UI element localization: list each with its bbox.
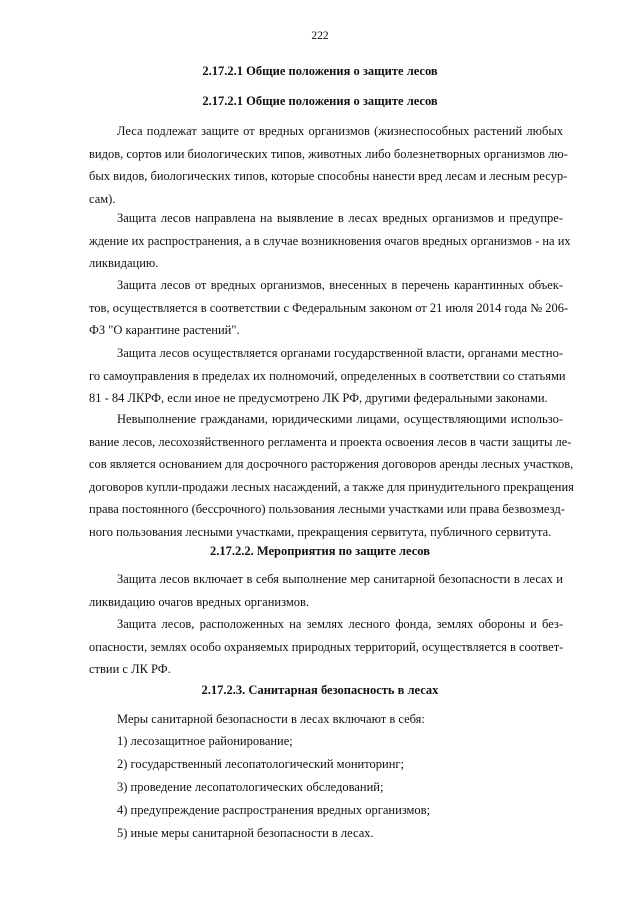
text-line: ждение их распространения, а в случае возникновения очагов вредных организмов - на их	[89, 233, 571, 248]
text-line: го самоуправления в пределах их полномочий, определенных в соответствии со статьями	[89, 368, 566, 383]
text-line: Леса подлежат защите от вредных организмов (жизнеспособных растений любых	[117, 124, 563, 138]
section-heading-3: 2.17.2.2. Мероприятия по защите лесов	[210, 544, 430, 558]
section-heading-4: 2.17.2.3. Санитарная безопасность в лесах	[201, 683, 439, 697]
text-line: бых видов, биологических типов, которые способны нанести вред лесам и лесным ресур-	[89, 169, 568, 183]
text-line: опасности, землях особо охраняемых природных территорий, осуществляется в соответ-	[89, 639, 564, 654]
text-line: договоров купли-продажи лесных насаждений, а также для принудительного прекращения	[89, 479, 574, 494]
paragraph-sanitary-measures	[89, 708, 563, 731]
text-line: Меры санитарной безопасности в лесах включают в себя:	[117, 712, 425, 726]
text-line: права постоянного (бессрочного) пользования лесными участками или права безвозмезд-	[89, 502, 565, 516]
text-line: Невыполнение гражданами, юридическими лицами, осуществляющими использо-	[117, 412, 563, 426]
text-line: видов, сортов или биологических типов, животных либо болезнетворных организмов лю-	[89, 146, 568, 161]
paragraph-protection-goal	[89, 207, 571, 275]
paragraph-lands	[89, 613, 563, 681]
list-item: 2) государственный лесопатологический мониторинг;	[117, 757, 404, 771]
text-line: сам).	[89, 191, 116, 206]
list-item: 5) иные меры санитарной безопасности в лесах.	[117, 826, 374, 840]
paragraph-authorities	[89, 342, 566, 410]
paragraph-protection-includes	[89, 568, 563, 613]
list-item: 1) лесозащитное районирование;	[117, 734, 293, 748]
text-line: ного пользования лесными участками, прекращения сервитута, публичного сервитута.	[89, 524, 552, 539]
text-line: Защита лесов осуществляется органами государственной власти, органами местно-	[117, 346, 563, 360]
text-line: Защита лесов включает в себя выполнение мер санитарной безопасности в лесах и	[117, 572, 563, 586]
paragraph-non-compliance	[89, 408, 574, 543]
section-heading-1: 2.17.2.1 Общие положения о защите лесов	[202, 64, 438, 78]
paragraph-forest-protection-scope	[89, 120, 568, 210]
list-item: 4) предупреждение распространения вредных организмов;	[117, 803, 431, 817]
page-number: 222	[311, 30, 329, 42]
text-line: вание лесов, лесохозяйственного регламента и проекта освоения лесов в части защиты ле-	[89, 434, 572, 449]
text-line: Защита лесов направлена на выявление в лесах вредных организмов и предупре-	[117, 211, 563, 225]
paragraph-quarantine	[89, 274, 569, 342]
text-line: ликвидацию.	[89, 256, 159, 270]
text-line: Защита лесов, расположенных на землях лесного фонда, землях обороны и без-	[117, 617, 563, 631]
text-line: ФЗ "О карантине растений".	[89, 323, 240, 337]
text-line: 81 - 84 ЛКРФ, если иное не предусмотрено ЛК РФ, другими федеральными законами.	[89, 391, 548, 405]
section-heading-2: 2.17.2.1 Общие положения о защите лесов	[202, 94, 438, 108]
text-line: тов, осуществляется в соответствии с Федеральным законом от 21 июля 2014 года № 206-	[89, 300, 569, 315]
text-line: ликвидацию очагов вредных организмов.	[89, 594, 310, 609]
text-line: Защита лесов от вредных организмов, внесенных в перечень карантинных объек-	[117, 278, 563, 292]
text-line: сов является основанием для досрочного расторжения договоров аренды лесных участков,	[89, 457, 574, 471]
list-item: 3) проведение лесопатологических обследований;	[117, 780, 384, 794]
text-line: ствии с ЛК РФ.	[89, 662, 171, 676]
